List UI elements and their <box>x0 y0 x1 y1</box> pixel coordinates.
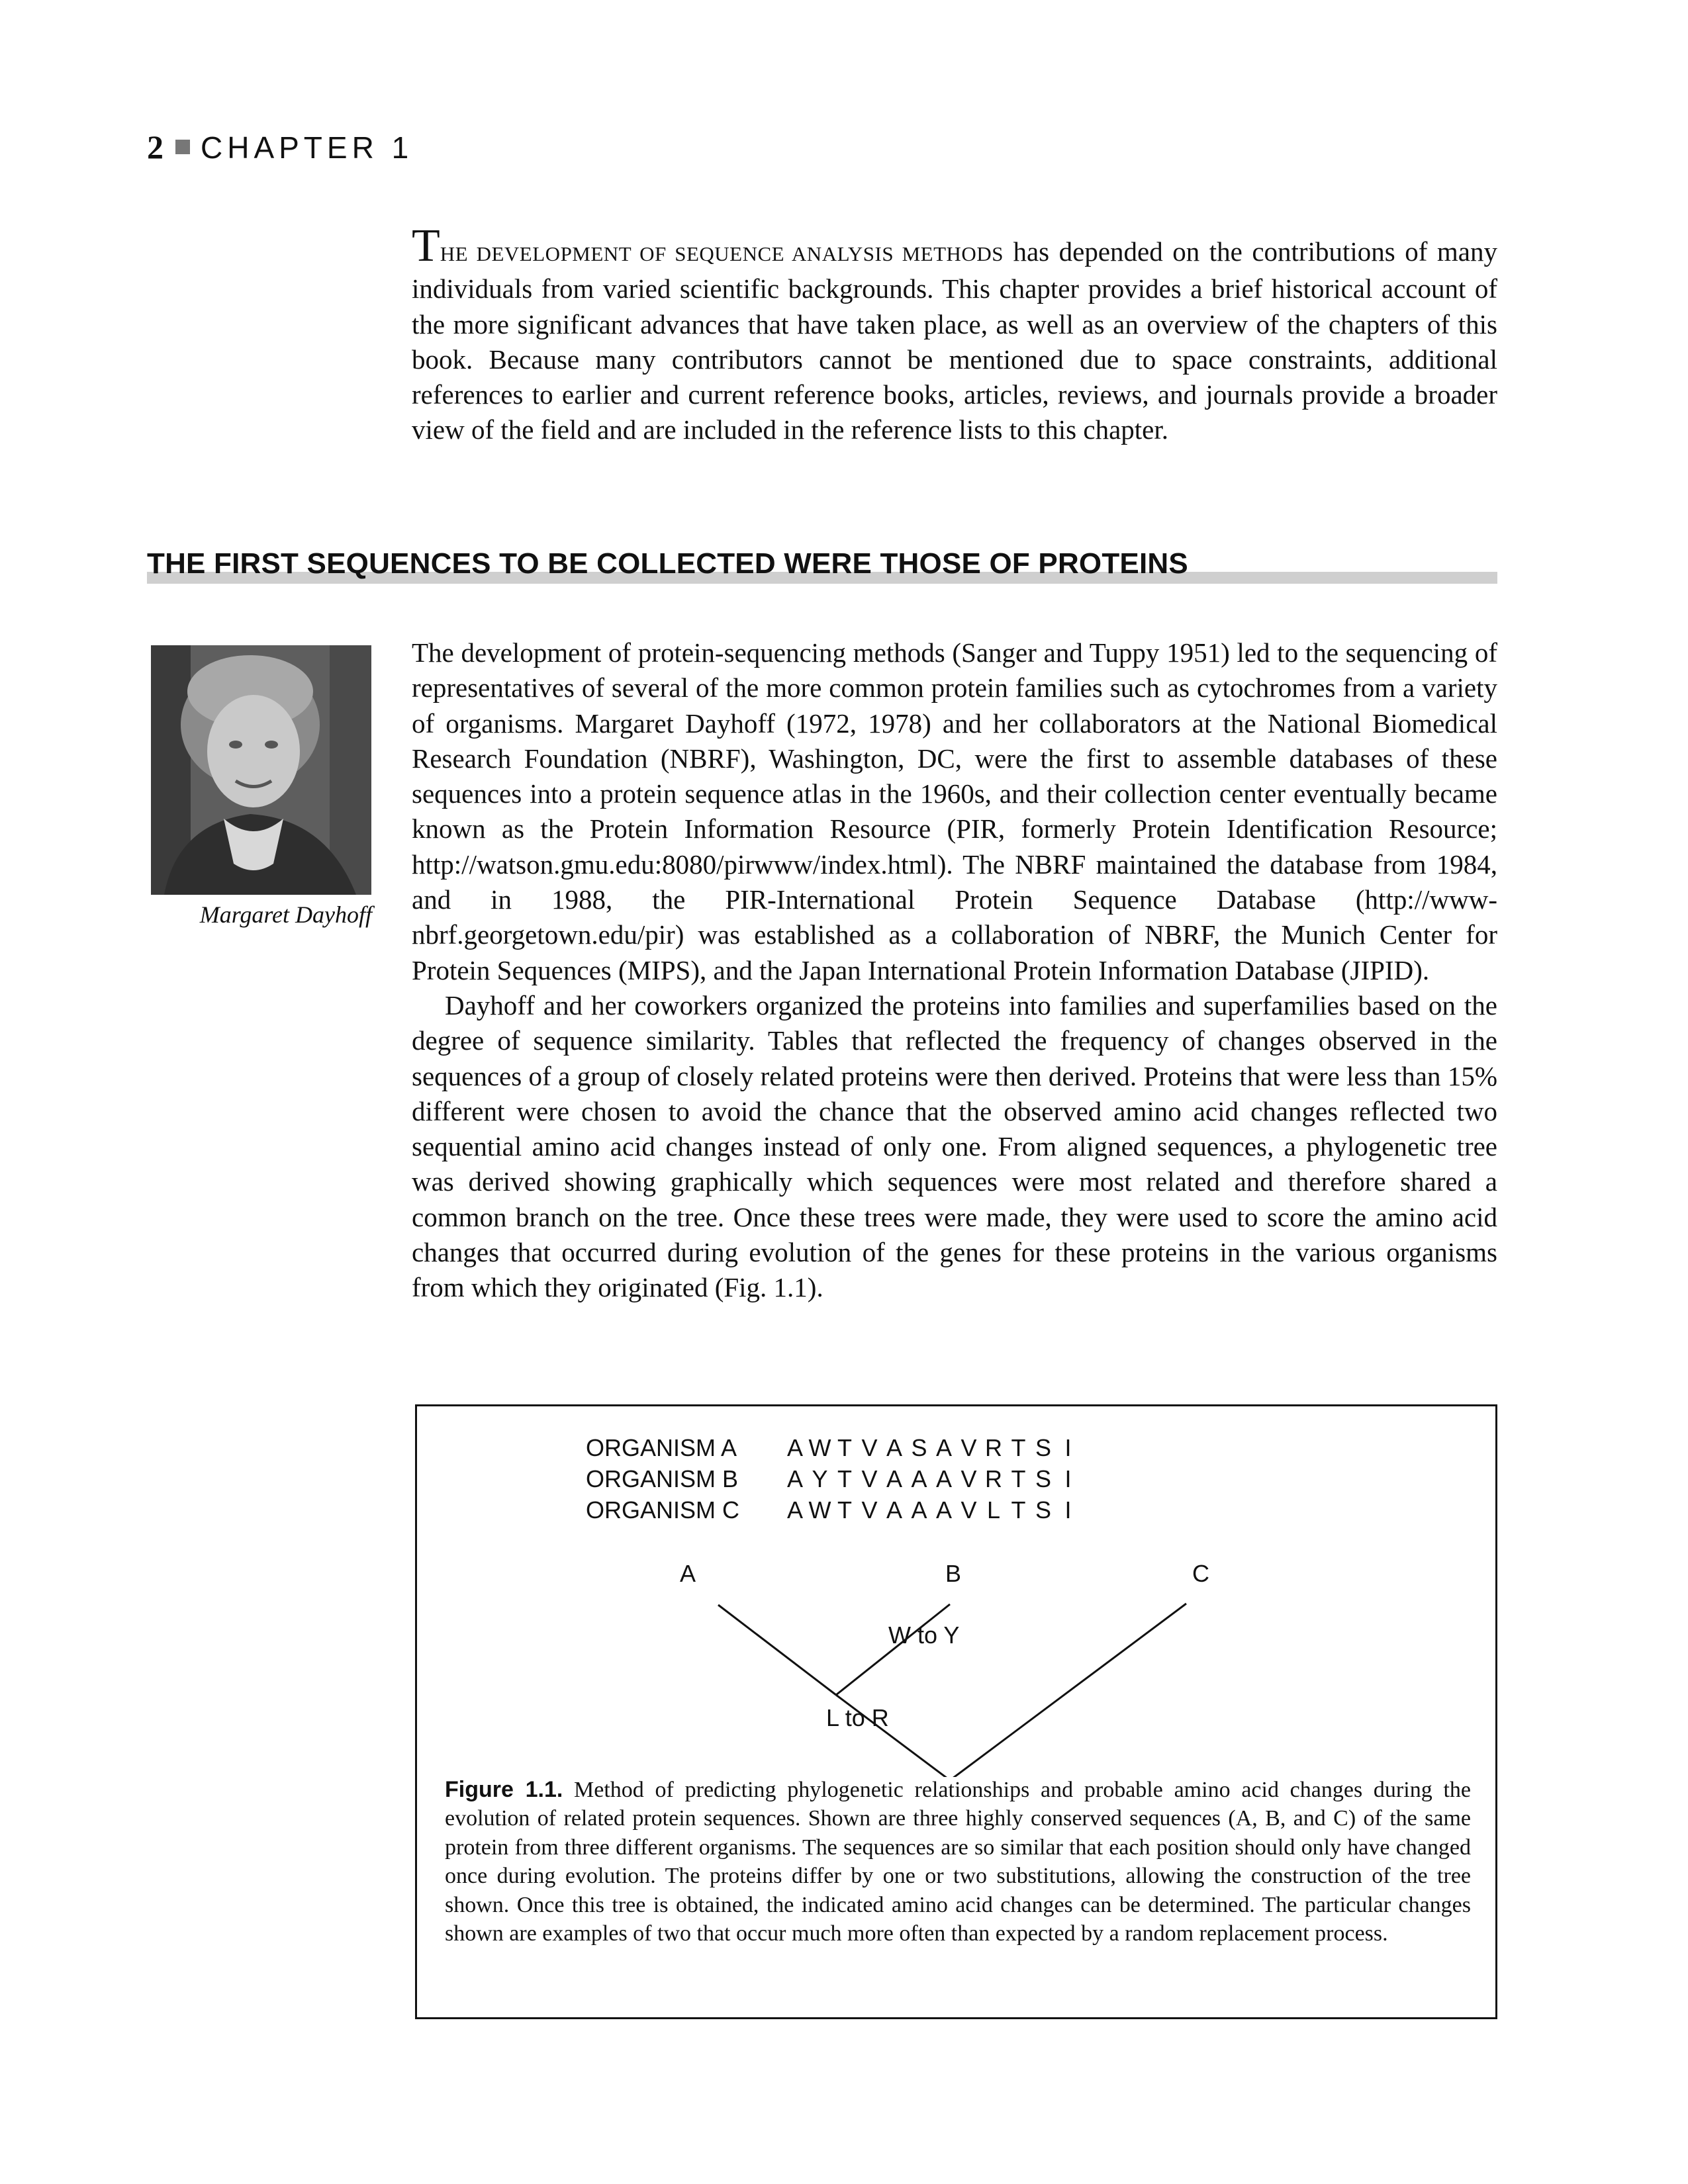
branch-label: L to R <box>826 1704 889 1731</box>
residue: T <box>837 1465 852 1492</box>
organism-label: ORGANISM B <box>586 1465 739 1492</box>
residue: S <box>911 1434 927 1461</box>
portrait-caption: Margaret Dayhoff <box>199 901 372 928</box>
residue: T <box>1011 1496 1026 1524</box>
tree-leaf-label: A <box>679 1560 696 1587</box>
residue: A <box>786 1496 804 1524</box>
residue: L <box>986 1496 1001 1524</box>
square-bullet-icon <box>175 140 190 154</box>
residue: I <box>1064 1496 1072 1524</box>
body-paragraph: Dayhoff and her coworkers organized the proteins into families and superfamilies based on the degree of sequence similarity. Tables that reflected the frequency of changes observed in the sequences of a group of closely related proteins were then derived. Proteins that were less than 15% different were chosen to avoid the chance that the observed amino acid changes reflected two sequential amino acid changes instead of only one. From aligned sequences, a phylogenetic tree was derived showing graphically which sequences were most related and therefore shared a common branch on the tree. Once these trees were made, they were used to score the amino acid changes that occurred during evolution of the genes for these proteins in the various organisms from which they originated (Fig. 1.1). <box>412 989 1497 1303</box>
residue: R <box>985 1465 1002 1492</box>
residue: W <box>808 1496 831 1524</box>
residue: Y <box>812 1465 828 1492</box>
residue: T <box>837 1496 852 1524</box>
residue: V <box>961 1496 977 1524</box>
residue: A <box>935 1465 953 1492</box>
residue: A <box>935 1496 953 1524</box>
figure-caption-text: Method of predicting phylogenetic relationships and probable amino acid changes during the evolution of related protein sequences. Shown are three highly conserved sequences (A, B, and C) of the same protein from three different organisms. The sequences are so similar that each position should only have changed once during evolution. The proteins differ by one or two substitutions, allowing the construction of the tree shown. Once this tree is obtained, the indicated amino acid changes can be determined. The particular changes shown are examples of two that occur much more often than expected by a random replacement process. <box>445 1778 1471 1946</box>
phylogenetic-tree <box>680 1560 1209 1777</box>
residue: A <box>886 1434 903 1461</box>
residue: V <box>861 1496 878 1524</box>
body-paragraph: The development of protein-sequencing methods (Sanger and Tuppy 1951) led to the sequencing of representatives of several of the more common protein families such as cytochromes from a variety of organisms. Margaret Dayhoff (1972, 1978) and her collaborators at the National Biomedical Research Foundation (NBRF), Washington, DC, were the first to assemble databases of these sequences into a protein sequence atlas in the 1960s, and their collection center eventually became known as the Protein Information Resource (PIR, formerly Protein Identification Resource; http://watson.gmu.edu:8080/pirwww/index.html). The NBRF maintained the database from 1984, and in 1988, the PIR-International Protein Sequence Database (http://www-nbrf.georgetown.edu/pir) was established as a collaboration of NBRF, the Munich Center for Protein Sequences (MIPS), and the Japan International Protein Information Database (JIPID). <box>412 637 1497 985</box>
residue: W <box>808 1434 831 1461</box>
chapter-label: CHAPTER 1 <box>201 130 414 165</box>
tree-branch <box>836 1604 950 1695</box>
intro-small-caps: HE DEVELOPMENT OF SEQUENCE ANALYSIS METHODS <box>440 242 1004 265</box>
sequence-alignment <box>586 1434 1072 1524</box>
tree-leaf-label: B <box>945 1560 962 1587</box>
body-text <box>412 635 1497 1306</box>
page-number: 2 <box>147 128 164 165</box>
tree-branch <box>950 1604 1186 1777</box>
residue: A <box>786 1434 804 1461</box>
portrait-photo <box>151 645 371 895</box>
residue: S <box>1035 1434 1052 1461</box>
residue: T <box>1011 1434 1026 1461</box>
organism-label: ORGANISM A <box>586 1434 737 1461</box>
residue: T <box>837 1434 852 1461</box>
section-heading <box>147 545 1497 585</box>
section-heading-text: THE FIRST SEQUENCES TO BE COLLECTED WERE THOSE OF PROTEINS <box>147 547 1188 580</box>
figure-caption-label: Figure 1.1. <box>445 1777 563 1802</box>
tree-leaf-label: C <box>1192 1560 1209 1587</box>
residue: V <box>961 1465 977 1492</box>
residue: R <box>985 1434 1002 1461</box>
residue: A <box>786 1465 804 1492</box>
residue: I <box>1064 1465 1072 1492</box>
portrait-illustration <box>151 645 371 895</box>
residue: T <box>1011 1465 1026 1492</box>
figure-diagram <box>417 1406 1495 1777</box>
residue: V <box>861 1465 878 1492</box>
residue: A <box>911 1496 927 1524</box>
residue: A <box>911 1465 927 1492</box>
residue: A <box>935 1434 953 1461</box>
running-header <box>147 127 413 167</box>
organism-label: ORGANISM C <box>586 1496 740 1524</box>
branch-label: W to Y <box>888 1621 960 1649</box>
figure-1-1 <box>415 1404 1497 2019</box>
tree-branch <box>718 1605 836 1695</box>
figure-caption <box>445 1776 1471 1948</box>
residue: S <box>1035 1496 1052 1524</box>
residue: A <box>886 1465 903 1492</box>
residue: S <box>1035 1465 1052 1492</box>
residue: I <box>1064 1434 1072 1461</box>
residue: V <box>961 1434 977 1461</box>
intro-paragraph <box>412 220 1497 448</box>
drop-cap: T <box>412 220 440 271</box>
intro-text: has depended on the contributions of many individuals from varied scientific backgrounds. This chapter provides a brief historical account of the more significant advances that have taken place, as well as an overview of the chapters of this book. Because many contributors cannot be mentioned due to space constraints, additional references to earlier and current reference books, articles, reviews, and journals provide a broader view of the field and are included in the reference lists to this chapter. <box>412 236 1497 445</box>
residue: V <box>861 1434 878 1461</box>
residue: A <box>886 1496 903 1524</box>
residue-grid <box>787 1434 1072 1524</box>
